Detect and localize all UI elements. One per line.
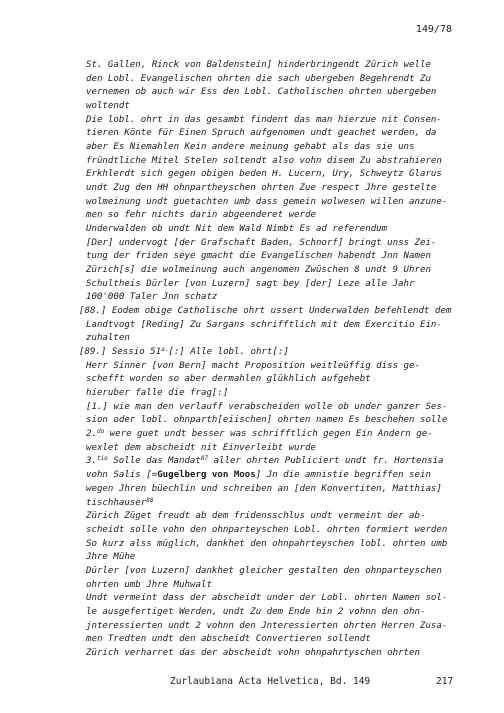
text-run: tischhauser	[86, 497, 147, 508]
text-run: [Der] undervogt [der Grafschaft Baden, Schnorf] bringt unss Zei-	[86, 237, 437, 248]
text-line	[86, 360, 466, 374]
superscript: tio	[96, 455, 108, 463]
text-line	[86, 291, 466, 305]
text-run: wolmeinung undt guetachten umb dass gemein wolwesen willen anzune-	[86, 196, 448, 207]
text-line	[86, 510, 466, 524]
text-run: Landtvogt [Reding] Zu Sargans schrifftlich mit dem Exercitio Ein-	[86, 319, 442, 330]
footer-title: Zurlaubiana Acta Helvetica, Bd. 149	[170, 676, 371, 687]
text-run: wexlet dem abscheidt nit Einverleibt wurde	[86, 442, 316, 453]
text-run: Zürich verharret das der abscheidt vohn ohnpahrtyschen ohrten	[86, 647, 420, 658]
text-line	[86, 428, 466, 442]
text-line	[86, 633, 466, 647]
text-run: ohrten umb Jhre Muhwalt	[86, 579, 212, 590]
text-line	[79, 305, 466, 319]
footer-page-number: 217	[436, 676, 454, 687]
text-line	[86, 483, 466, 497]
text-run: 100'000 Taler Jnn schatz	[86, 292, 218, 303]
text-run: 2.	[86, 429, 97, 440]
text-run: Zürich Züget freudt ab dem fridensschlus undt vermeint der ab-	[86, 511, 426, 522]
text-line	[86, 155, 466, 169]
text-run: jnteressierten undt 2 vohnn den Jnteressierten ohrten Herren Zusa-	[86, 620, 448, 631]
bold-name: Gugelberg von Moos	[157, 470, 256, 481]
text-run: [1.] wie man den verlauff verabscheiden wolle ob under ganzer Ses-	[86, 401, 448, 412]
text-run: aber Es Niemahlen Kein andere meinung gehabt als das sie uns	[86, 142, 415, 153]
text-run: men so fehr nichts darin abgeenderet werde	[86, 210, 316, 221]
text-run: woltendt	[86, 101, 130, 112]
text-run: 3.	[86, 456, 97, 467]
text-line	[86, 114, 466, 128]
text-line	[86, 319, 466, 333]
text-run: St. Gallen, Rinck von Baldenstein] hinderbringendt Zürich welle	[86, 60, 431, 70]
text-line	[86, 127, 466, 141]
text-line	[86, 86, 466, 100]
text-line	[86, 182, 466, 196]
text-run: Schultheis Dürler [von Luzern] sagt bey [der] Leze alle Jahr	[86, 278, 415, 289]
text-run: ] Jn die amnistie begriffen sein	[255, 470, 431, 481]
text-line	[86, 647, 466, 661]
text-run: Erkhlerdt sich gegen obigen beden H. Lucern, Ury, Schweytz Glarus	[86, 169, 442, 180]
superscript: a.	[161, 346, 169, 354]
text-line	[86, 592, 466, 606]
text-run: le ausgefertiget Werden, undt Zu dem Ende hin 2 vohnn den ohn-	[86, 606, 426, 617]
text-line	[86, 442, 466, 456]
text-run: fründtliche Mitel Stelen soltendt also vohn disem Zu abstrahieren	[86, 155, 442, 166]
text-line	[86, 196, 466, 210]
text-line	[86, 538, 466, 552]
text-line	[79, 346, 466, 360]
text-run: Herr Sinner [von Bern] macht Proposition weitleüffig diss ge-	[86, 360, 420, 371]
text-line	[86, 414, 466, 428]
text-run: wegen Jhren büechlin und schreiben an [den Konvertiten, Matthias]	[86, 483, 442, 494]
text-line	[86, 565, 466, 579]
text-run: Underwalden ob undt Nit dem Wald Nimbt Es ad referendum	[86, 224, 388, 235]
text-line	[86, 620, 466, 634]
text-line	[86, 551, 466, 565]
text-line	[86, 469, 466, 483]
text-run: aller ohrten Publiciert undt fr. Hortensia	[208, 456, 444, 467]
text-line	[86, 455, 466, 469]
text-line	[86, 209, 466, 223]
text-line	[86, 497, 466, 511]
text-line	[86, 579, 466, 593]
text-line	[86, 278, 466, 292]
text-line	[86, 168, 466, 182]
text-run: tung der friden seye gmacht die Evangelischen habendt Jnn Namen	[86, 251, 431, 262]
text-run: Zürich[s] die wolmeinung auch angenomen Zwüschen 8 undt 9 Uhren	[86, 265, 431, 276]
superscript: 88	[146, 496, 154, 504]
text-line	[86, 524, 466, 538]
text-line	[86, 264, 466, 278]
text-line	[86, 100, 466, 114]
text-run: den Lobl. Evangelischen ohrten die sach ubergeben Begehrendt Zu	[86, 73, 431, 84]
text-run: Solle das Mandat	[107, 456, 201, 467]
text-line	[86, 606, 466, 620]
text-line	[86, 373, 466, 387]
text-run: schefft worden so aber dermahlen glükhlich aufgehebt	[86, 374, 371, 385]
text-run: Undt vermeint dass der abscheidt under der Lobl. ohrten Namen sol-	[86, 593, 448, 604]
superscript: do	[96, 428, 105, 436]
text-run: were guet undt besser was schrifftlich gegen Ein Andern ge-	[104, 429, 433, 440]
text-line	[86, 332, 466, 346]
page-reference: 149/78	[415, 24, 452, 35]
text-run: scheidt solle vohn den ohnparteyschen Lobl. ohrten formiert werden	[86, 524, 448, 535]
text-line	[86, 250, 466, 264]
text-run: [89.] Sessio 51	[79, 347, 162, 358]
text-run: [:] Alle lobl. ohrt[:]	[168, 347, 289, 358]
text-line	[86, 237, 466, 251]
text-run: zuhalten	[86, 333, 130, 344]
superscript: 87	[200, 455, 209, 463]
text-run: Dürler [von Luzern] dankhet gleicher gestalten den ohnparteyschen	[86, 565, 442, 576]
text-run: undt Zug den HH ohnpartheyschen ohrten Zue respect Jhre gestelte	[86, 183, 437, 194]
text-run: Die lobl. ohrt in das gesambt findent das man hierzue nit Consen-	[86, 114, 442, 125]
text-line	[86, 73, 466, 87]
text-line	[86, 141, 466, 155]
text-line	[86, 59, 466, 73]
text-run: tieren Könte für Einen Spruch aufgenomen undt geachet werden, da	[86, 128, 437, 139]
text-run: Jhre Mühe	[86, 552, 136, 563]
text-run: So kurz alss müglich, dankhet den ohnpahrteyschen lobl. ohrten umb	[86, 538, 448, 549]
text-run: [88.] Eodem obige Catholische ohrt ussert Underwalden befehlendt dem	[79, 306, 452, 317]
text-line	[86, 387, 466, 401]
text-run: men Tredten undt den abscheidt Convertieren sollendt	[86, 634, 371, 645]
text-run: vernemen ob auch wir Ess den Lobl. Catholischen ohrten ubergeben	[86, 87, 437, 98]
text-line	[86, 223, 466, 237]
text-line	[86, 401, 466, 415]
transcription-body	[79, 59, 466, 661]
text-run: hieruber falle die frag[:]	[86, 388, 229, 399]
text-run: sion oder lobl. ohnparth[eiischen] ohrten namen Es beschehen solle	[86, 415, 448, 426]
text-run: vohn Salis [=	[86, 470, 158, 481]
